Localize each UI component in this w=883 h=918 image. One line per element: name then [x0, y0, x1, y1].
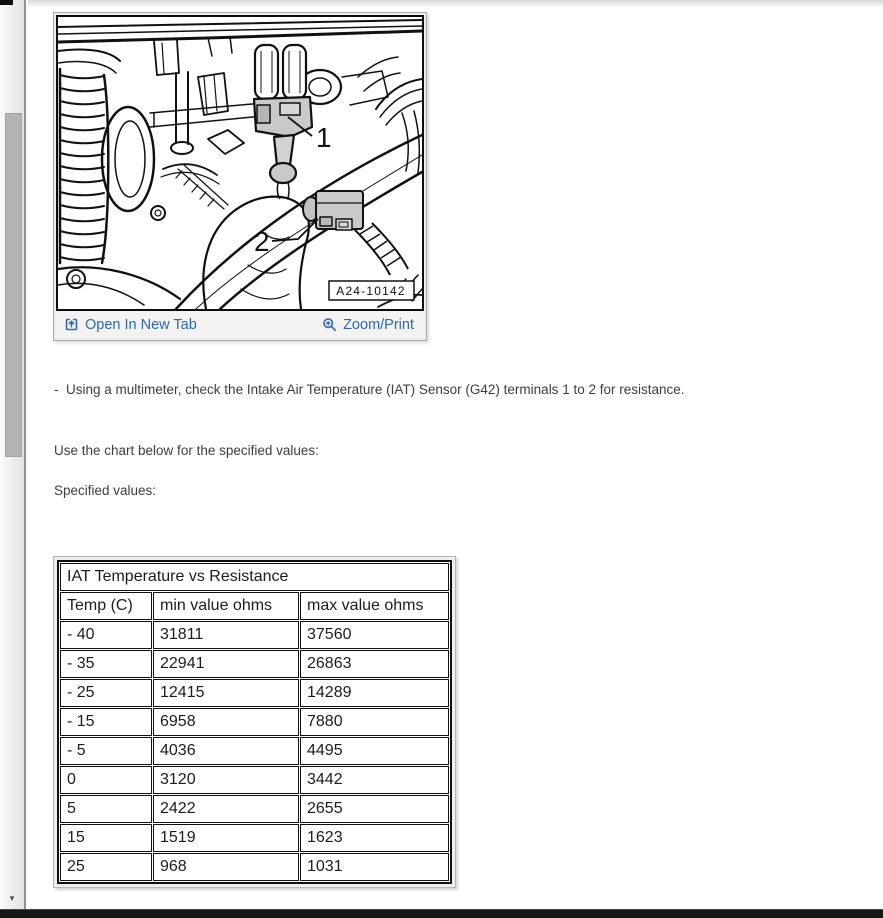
scrollbar-down-arrow-icon[interactable]: ▾ [9, 893, 15, 903]
engine-linework [58, 20, 422, 309]
table-cell: 12415 [153, 679, 299, 707]
open-in-new-tab-link[interactable] [64, 317, 197, 333]
table-cell: 31811 [153, 621, 299, 649]
table-cell: 4036 [153, 737, 299, 765]
table-cell: 22941 [153, 650, 299, 678]
table-cell: 14289 [300, 679, 449, 707]
table-row [60, 708, 449, 736]
table-cell: - 15 [60, 708, 152, 736]
table-row [60, 853, 449, 881]
wire-loom-drawing [354, 223, 408, 275]
open-in-new-tab-label: Open In New Tab [85, 316, 197, 333]
scrollbar-thumb[interactable] [5, 113, 22, 457]
table-cell: 0 [60, 766, 152, 794]
chart-note-text: Use the chart below for the specified values: [54, 443, 319, 458]
iat-table-widget [53, 556, 456, 888]
table-row [60, 679, 449, 707]
table-cell: 968 [153, 853, 299, 881]
column-header-temp: Temp (C) [60, 592, 152, 620]
table-cell: - 40 [60, 621, 152, 649]
table-cell: 15 [60, 824, 152, 852]
table-row [60, 621, 449, 649]
magnifier-plus-icon [322, 317, 337, 332]
column-header-min: min value ohms [153, 592, 299, 620]
table-row [60, 650, 449, 678]
instruction-text: - Using a multimeter, check the Intake Air Temperature (IAT) Sensor (G42) terminals 1 to 2 for resistance. [54, 382, 685, 397]
table-cell: - 35 [60, 650, 152, 678]
table-row [60, 766, 449, 794]
table-title: IAT Temperature vs Resistance [60, 563, 449, 591]
figure-toolbar [56, 311, 424, 338]
table-cell: 4495 [300, 737, 449, 765]
table-cell: - 25 [60, 679, 152, 707]
table-row [60, 737, 449, 765]
table-cell: 1031 [300, 853, 449, 881]
table-cell: 7880 [300, 708, 449, 736]
callout-1-label: 1 [316, 122, 332, 153]
table-cell: 37560 [300, 621, 449, 649]
top-shadow [28, 0, 883, 8]
specified-values-text: Specified values: [54, 483, 157, 498]
table-cell: 26863 [300, 650, 449, 678]
table-row [60, 824, 449, 852]
bottom-bar [0, 909, 883, 918]
page-content [28, 0, 883, 918]
table-cell: 2422 [153, 795, 299, 823]
image-plate-label: A24-10142 [336, 284, 406, 298]
table-cell: 1519 [153, 824, 299, 852]
iat-table-body [60, 621, 449, 881]
table-cell: 2655 [300, 795, 449, 823]
table-cell: 25 [60, 853, 152, 881]
zoom-print-label: Zoom/Print [343, 316, 414, 333]
table-cell: 1623 [300, 824, 449, 852]
table-cell: 3442 [300, 766, 449, 794]
iat-table [57, 560, 452, 884]
table-header-row [60, 592, 449, 620]
table-cell: 3120 [153, 766, 299, 794]
vertical-scrollbar[interactable] [0, 0, 26, 918]
table-cell: 6958 [153, 708, 299, 736]
table-cell: - 5 [60, 737, 152, 765]
top-left-fragment [0, 0, 13, 5]
engine-illustration [56, 15, 424, 311]
callout-2-label: 2 [254, 226, 270, 257]
table-row [60, 795, 449, 823]
table-cell: 5 [60, 795, 152, 823]
column-header-max: max value ohms [300, 592, 449, 620]
figure-widget [53, 12, 427, 341]
open-in-new-tab-icon [64, 317, 79, 332]
engine-diagram-svg [58, 17, 422, 309]
table-title-row [60, 563, 449, 591]
zoom-print-link[interactable] [322, 317, 414, 333]
